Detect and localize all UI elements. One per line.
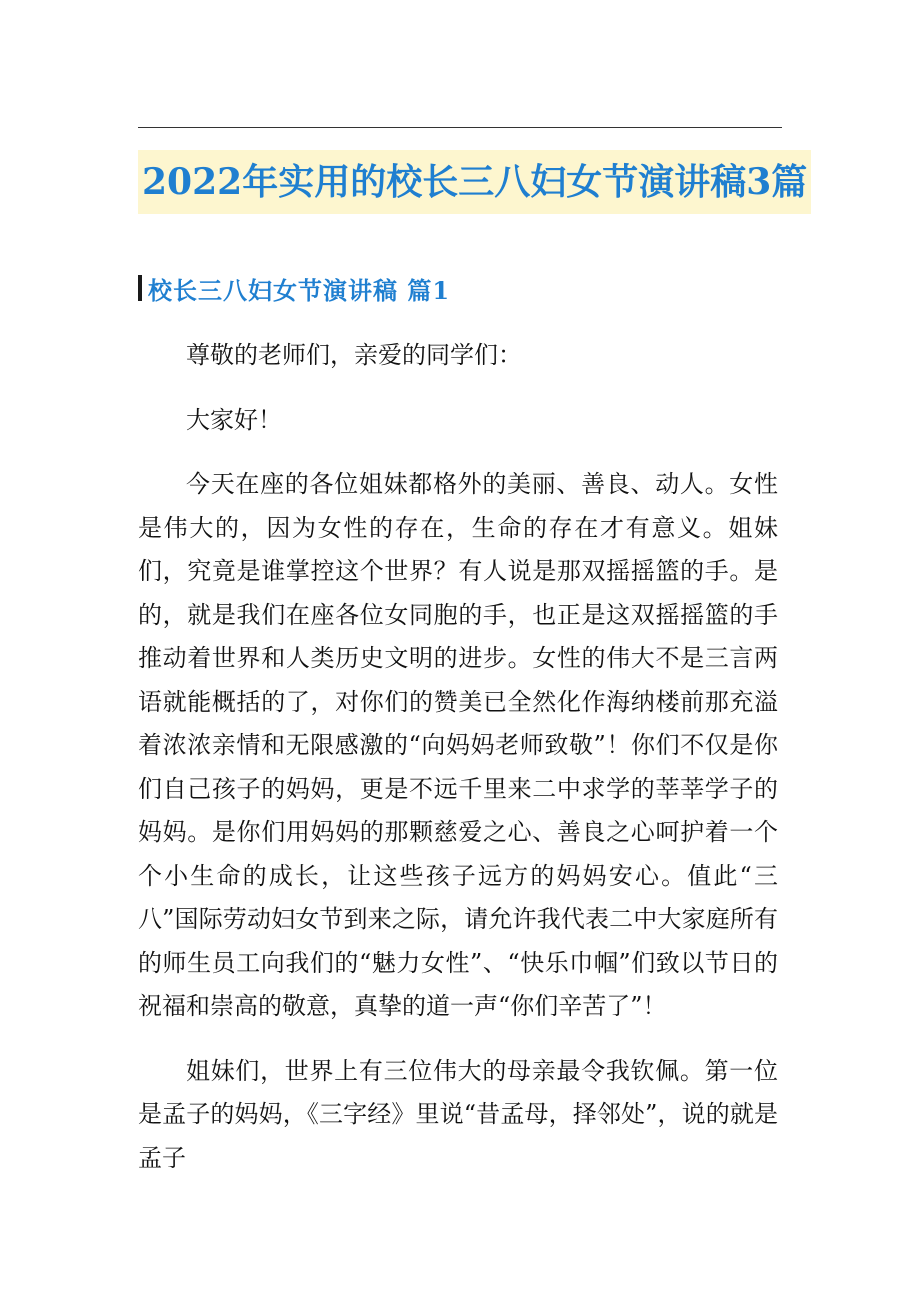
paragraph-main: 今天在座的各位姐妹都格外的美丽、善良、动人。女性是伟大的，因为女性的存在，生命的存在才有意义。姐妹们，究竟是谁掌控这个世界？有人说是那双摇摇篮的手。是的，就是我们在座各位女同胞的手，也正是这双摇摇篮的手推动着世界和人类历史文明的进步。女性的伟大不是三言两语就能概括的了，对你们的赞美已全然化作海纳楼前那充溢着浓浓亲情和无限感激的“向妈妈老师致敬”！你们不仅是你们自己孩子的妈妈，更是不远千里来二中求学的莘莘学子的妈妈。是你们用妈妈的那颗慈爱之心、善良之心呵护着一个个小生命的成长，让这些孩子远方的妈妈安心。值此“三八”国际劳动妇女节到来之际，请允许我代表二中大家庭所有的师生员工向我们的“魅力女性”、“快乐巾帼”们致以节日的祝福和崇高的敬意，真挚的道一声“你们辛苦了”！ xyxy=(138,470,778,1020)
document-body xyxy=(138,334,778,1180)
title-container xyxy=(138,150,808,214)
document-title: 2022年实用的校长三八妇女节演讲稿3篇 xyxy=(138,150,811,214)
section-heading xyxy=(138,270,450,306)
heading-marker-bar xyxy=(138,275,142,301)
paragraph-mothers: 姐妹们，世界上有三位伟大的母亲最令我钦佩。第一位是孟子的妈妈，《三字经》里说“昔孟母，择邻处”，说的就是孟子 xyxy=(138,1056,778,1172)
paragraph-greeting: 大家好！ xyxy=(186,405,282,434)
top-rule xyxy=(138,127,782,128)
section-heading-text: 校长三八妇女节演讲稿 篇1 xyxy=(148,275,451,305)
paragraph-salutation: 尊敬的老师们，亲爱的同学们： xyxy=(186,341,522,369)
